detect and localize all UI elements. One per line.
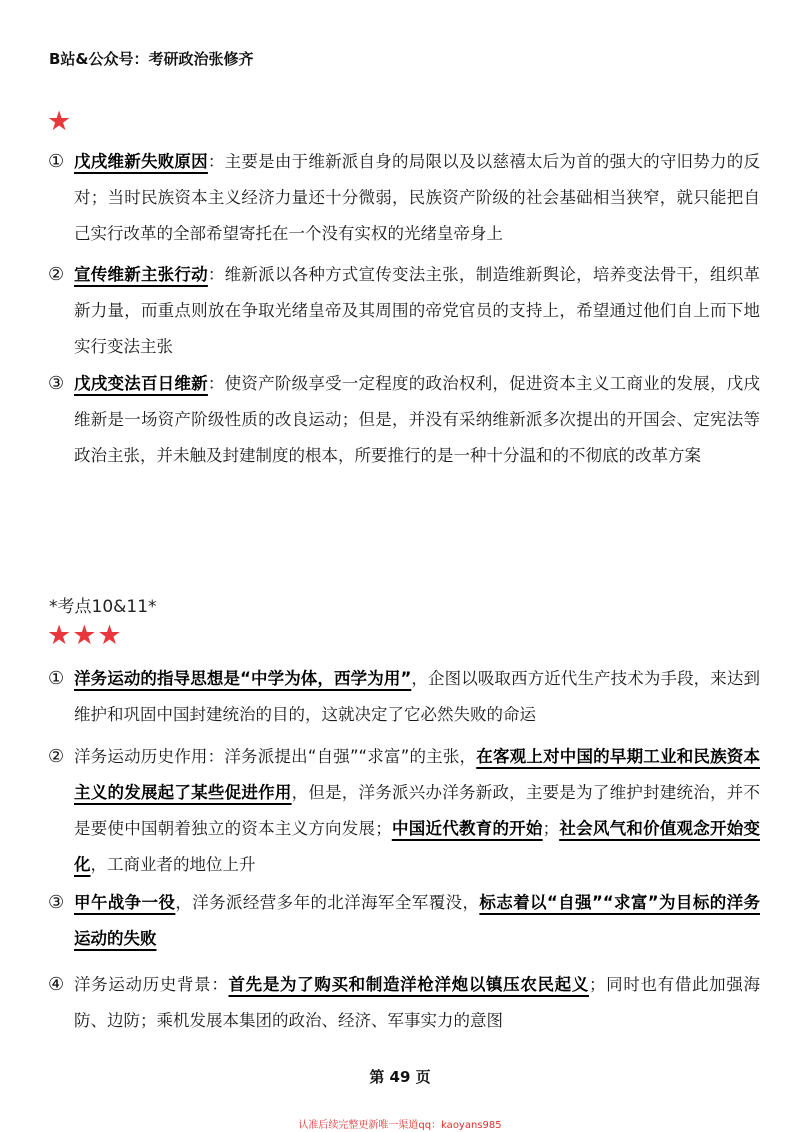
item-number: ① [48,151,65,172]
item-text: ：维新派以各种方式宣传变法主张，制造维新舆论，培养变法骨干，组织革新力量，而重点则放在争取光绪皇帝及其周围的帝党官员的支持上，希望通过他们自上而下地实行变法主张 [74,265,761,356]
section-label: *考点10&11* [49,597,157,617]
star-rating-three: ★★★ [47,620,123,651]
item-text: 洋务运动历史背景： [74,975,229,994]
item-number: ② [48,264,65,285]
item-heading: 洋务运动的指导思想是“中学为体，西学为用” [74,669,412,688]
item-text: ，但是，洋务派兴办洋务新政，主要是为了维护封建统治，并不是要使中国朝着独立的资本主义方向发展； [74,783,761,838]
item-text: ：主要是由于维新派自身的局限以及以慈禧太后为首的强大的守旧势力的反对；当时民族资本主义经济力量还十分微弱，民族资产阶级的社会基础相当狭窄，就只能把自己实行改革的全部希望寄托在一个没有实权的光绪皇帝身上 [74,152,761,243]
item-text: ；同时也有借此加强海防、边防；乘机发展本集团的政治、经济、军事实力的意图 [74,975,761,1030]
item-text: 洋务运动历史作用：洋务派提出“自强”“求富”的主张， [74,747,477,766]
list-item [48,144,760,252]
star-rating-one: ★ [47,106,73,137]
list-item [48,967,760,1039]
item-number: ① [48,668,65,689]
item-highlight: 标志着以“自强”“求富”为目标的洋务运动的失败 [74,893,760,948]
item-heading: 甲午战争一役 [74,893,176,912]
item-number: ③ [48,892,65,913]
list-item [48,366,760,474]
item-highlight: 中国近代教育的开始 [391,819,543,838]
list-item [48,885,760,957]
page-number: 第 49 页 [369,1068,431,1086]
page-header: B站&公众号：考研政治张修齐 [49,50,254,68]
footer-note: 认准后续完整更新唯一渠道qq：kaoyans985 [298,1120,502,1131]
item-heading: 戊戌变法百日维新 [74,374,208,393]
item-text: ，工商业者的地位上升 [90,855,256,874]
item-number: ② [48,746,65,767]
item-text: ：使资产阶级享受一定程度的政治权利，促进资本主义工商业的发展，戊戌维新是一场资产阶级性质的改良运动；但是，并没有采纳维新派多次提出的开国会、定宪法等政治主张，并未触及封建制度的根本，所要推行的是一种十分温和的不彻底的改革方案 [74,374,761,465]
list-item [48,661,760,733]
item-highlight: 社会风气和价值观念开始变化 [74,819,761,874]
item-heading: 戊戌维新失败原因 [74,152,208,171]
item-number: ④ [48,974,65,995]
item-heading: 宣传维新主张行动 [74,265,208,284]
item-highlight: 在客观上对中国的早期工业和民族资本主义的发展起了某些促进作用 [74,747,761,802]
item-text: ，企图以吸取西方近代生产技术为手段，来达到维护和巩固中国封建统治的目的，这就决定了它必然失败的命运 [74,669,760,724]
list-item [48,257,760,365]
item-highlight: 首先是为了购买和制造洋枪洋炮以镇压农民起义 [228,975,589,994]
item-number: ③ [48,373,65,394]
list-item [48,739,760,883]
item-text: ，洋务派经营多年的北洋海军全军覆没， [175,893,480,912]
item-text: ； [542,819,560,838]
